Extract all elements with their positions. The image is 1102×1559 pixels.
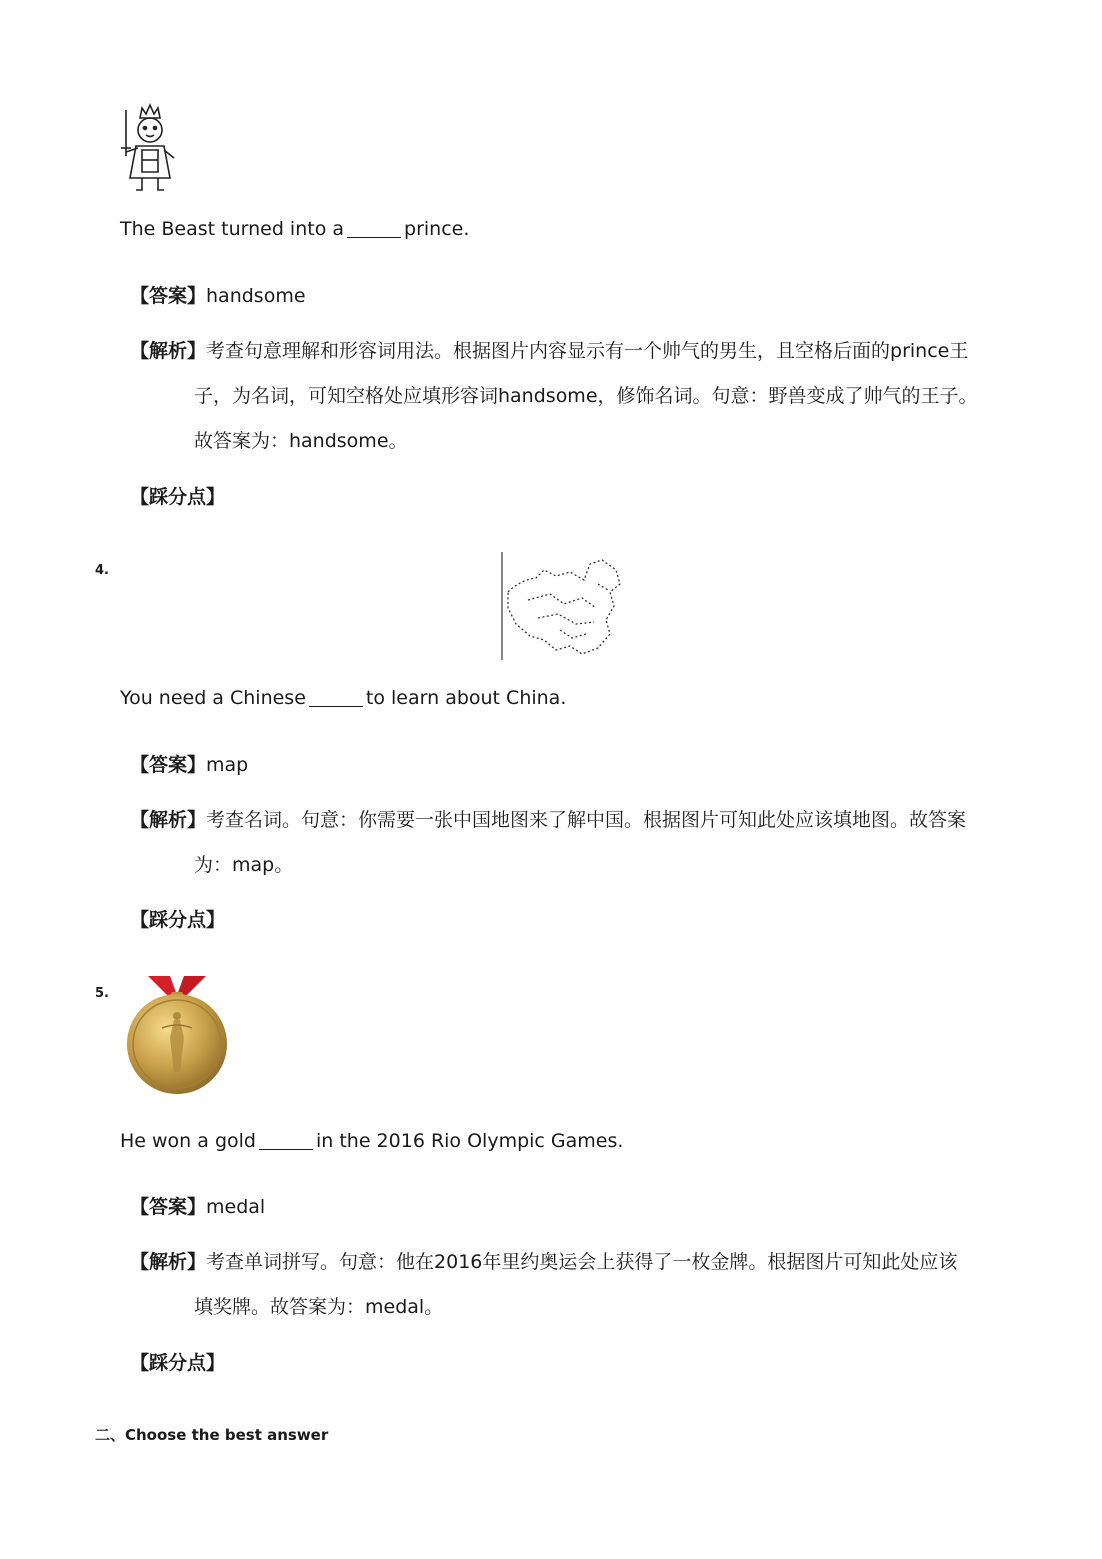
question-3-analysis-line-1 <box>130 336 968 363</box>
question-3-points: 【踩分点】 <box>130 486 226 508</box>
prince-illustration <box>112 100 184 196</box>
question-5-analysis-line-2: 填奖牌。故答案为：medal。 <box>194 1296 444 1318</box>
section-2-heading: 二、Choose the best answer <box>95 1426 329 1444</box>
question-3-analysis-line-3: 故答案为：handsome。 <box>194 430 408 452</box>
question-4-points: 【踩分点】 <box>130 909 226 931</box>
analysis-text: 考查名词。句意：你需要一张中国地图来了解中国。根据图片可知此处应该填地图。故答案 <box>206 809 967 831</box>
answer-label: 【答案】 <box>130 285 207 307</box>
question-4-number: 4. <box>95 563 109 578</box>
question-5-number: 5. <box>95 986 109 1001</box>
analysis-text: 考查句意理解和形容词用法。根据图片内容显示有一个帅气的男生，且空格后面的prince王 <box>206 340 969 362</box>
analysis-text: 考查单词拼写。句意：他在2016年里约奥运会上获得了一枚金牌。根据图片可知此处应该 <box>206 1251 958 1273</box>
analysis-label: 【解析】 <box>130 809 207 831</box>
question-4-sentence <box>120 687 566 709</box>
sentence-text-before: He won a gold <box>120 1130 256 1152</box>
answer-value: map <box>206 754 249 776</box>
answer-value: handsome <box>206 285 306 307</box>
question-3-sentence <box>120 218 469 240</box>
answer-blank <box>347 236 401 238</box>
gold-medal-illustration <box>122 976 232 1094</box>
question-4-analysis-line-2: 为：map。 <box>194 854 294 876</box>
answer-blank <box>309 705 363 707</box>
sentence-text-after: prince. <box>404 218 470 240</box>
sentence-text-before: The Beast turned into a <box>120 218 345 240</box>
question-5-points: 【踩分点】 <box>130 1352 226 1374</box>
answer-value: medal <box>206 1196 266 1218</box>
question-4-answer <box>130 750 248 777</box>
question-4-analysis-line-1 <box>130 805 966 832</box>
question-3-answer <box>130 281 306 308</box>
sentence-text-after: to learn about China. <box>365 687 567 709</box>
sentence-text-after: in the 2016 Rio Olympic Games. <box>315 1130 624 1152</box>
question-5-analysis-line-1 <box>130 1247 957 1274</box>
analysis-label: 【解析】 <box>130 1251 207 1273</box>
question-3-analysis-line-2: 子，为名词，可知空格处应填形容词handsome，修饰名词。句意：野兽变成了帅气的王子。 <box>194 385 978 407</box>
answer-label: 【答案】 <box>130 1196 207 1218</box>
analysis-label: 【解析】 <box>130 340 207 362</box>
question-5-sentence <box>120 1130 623 1152</box>
china-map-illustration <box>498 550 626 662</box>
answer-blank <box>259 1148 313 1150</box>
answer-label: 【答案】 <box>130 754 207 776</box>
question-5-answer <box>130 1192 265 1219</box>
sentence-text-before: You need a Chinese <box>120 687 306 709</box>
